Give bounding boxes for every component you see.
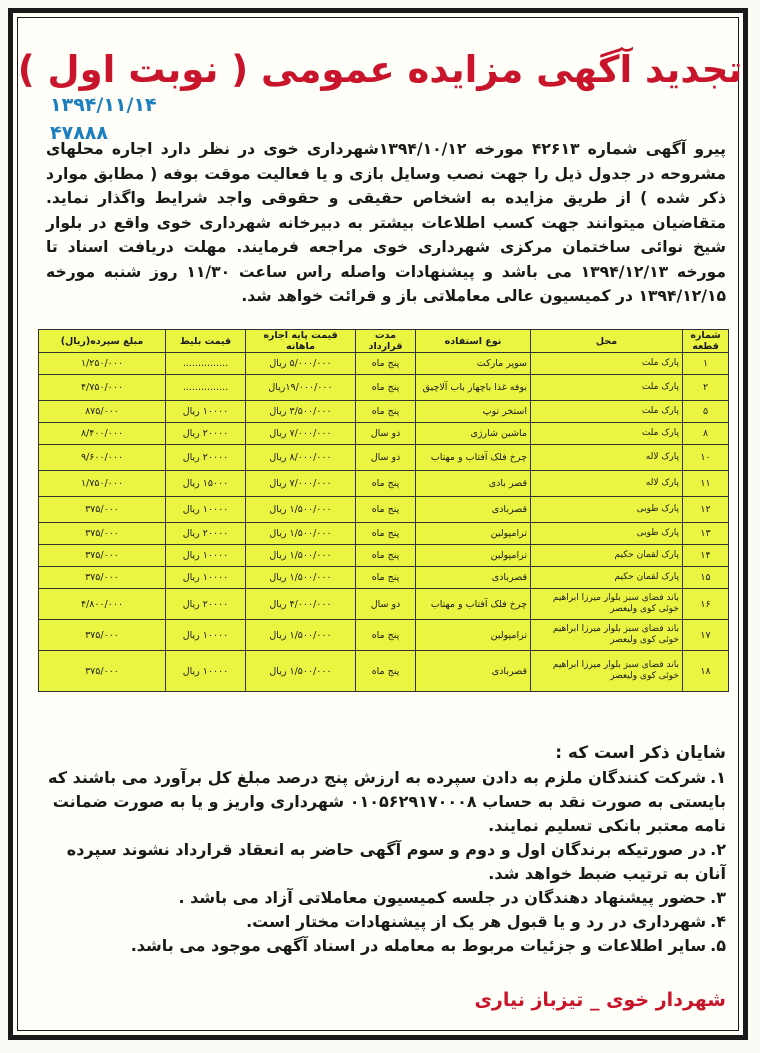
- cell-ticket-price: ۲۰۰۰۰ ریال: [166, 423, 246, 445]
- cell-ticket-price: ۲۰۰۰۰ ریال: [166, 523, 246, 545]
- note-number: ۲.: [710, 840, 726, 859]
- intro-paragraph: پیرو آگهی شماره ۴۲۶۱۳ مورخه ۱۳۹۴/۱۰/۱۲شهرداری خوی در نظر دارد اجاره محلهای مشروحه در جدول ذیل را جهت نصب وسایل بازی و یا فعالیت موقت بوفه ( مطابق موارد ذکر شده ) از طریق مزایده به اشخاص حقیقی و حقوقی واجد شرایط واگذار نماید. متقاضیان میتوانند جهت کسب اطلاعات بیشتر به دبیرخانه شهرداری خوی واقع در بلوار شیخ نوائی ساختمان مرکزی شهرداری خوی مراجعه فرمایند. مهلت دریافت اسناد تا مورخه ۱۳۹۴/۱۲/۱۳ می باشد و پیشنهادات واصله راس ساعت ۱۱/۳۰ روز شنبه مورخه ۱۳۹۴/۱۲/۱۵ در کمیسیون عالی معاملاتی باز و قرائت خواهد شد.: [46, 140, 727, 305]
- cell-deposit: ۳۷۵/۰۰۰: [39, 497, 166, 523]
- cell-duration: پنج ماه: [356, 353, 416, 375]
- cell-duration: پنج ماه: [356, 401, 416, 423]
- cell-deposit: ۴/۸۰۰/۰۰۰: [39, 589, 166, 620]
- cell-ticket-price: ...............: [166, 375, 246, 401]
- cell-plot-number: ۱۲: [683, 497, 729, 523]
- cell-ticket-price: ۱۰۰۰۰ ریال: [166, 401, 246, 423]
- cell-location: پارک طوبی: [531, 497, 683, 523]
- table-row: [39, 589, 729, 620]
- cell-base-rent: ۱/۵۰۰/۰۰۰ ریال: [246, 651, 356, 692]
- cell-deposit: ۹/۶۰۰/۰۰۰: [39, 445, 166, 471]
- note-item: [46, 910, 726, 934]
- cell-base-rent: ۸/۰۰۰/۰۰۰ ریال: [246, 445, 356, 471]
- table-row: [39, 375, 729, 401]
- cell-duration: دو سال: [356, 423, 416, 445]
- col-header-ticket-price: قیمت بلیط: [166, 330, 246, 353]
- cell-plot-number: ۸: [683, 423, 729, 445]
- cell-plot-number: ۱۶: [683, 589, 729, 620]
- cell-location: پارک ملت: [531, 375, 683, 401]
- cell-ticket-price: ۲۰۰۰۰ ریال: [166, 445, 246, 471]
- cell-location: باند فضای سبز بلوار میرزا ابراهیم خوئی کوی ولیعصر: [531, 620, 683, 651]
- col-header-location: محل: [531, 330, 683, 353]
- table-row: [39, 523, 729, 545]
- note-number: ۵.: [710, 936, 726, 955]
- cell-ticket-price: ۱۵۰۰۰ ریال: [166, 471, 246, 497]
- signature: شهردار خوی _ تیزباز نیاری: [474, 989, 726, 1011]
- cell-ticket-price: ۲۰۰۰۰ ریال: [166, 589, 246, 620]
- cell-deposit: ۳۷۵/۰۰۰: [39, 620, 166, 651]
- cell-base-rent: ۱/۵۰۰/۰۰۰ ریال: [246, 523, 356, 545]
- cell-location: پارک ملت: [531, 353, 683, 375]
- col-header-usage: نوع استفاده: [416, 330, 531, 353]
- cell-deposit: ۳۷۵/۰۰۰: [39, 567, 166, 589]
- cell-duration: پنج ماه: [356, 375, 416, 401]
- cell-location: پارک لقمان حکیم: [531, 545, 683, 567]
- note-item: [46, 934, 726, 958]
- stamp-number: ۴۷۸۸۸: [50, 122, 108, 144]
- cell-ticket-price: ۱۰۰۰۰ ریال: [166, 497, 246, 523]
- col-header-duration: مدت قرارداد: [356, 330, 416, 353]
- table-row: [39, 567, 729, 589]
- cell-base-rent: ۵/۰۰۰/۰۰۰ ریال: [246, 353, 356, 375]
- cell-usage: قصر بادی: [416, 471, 531, 497]
- cell-location: پارک طوبی: [531, 523, 683, 545]
- cell-location: پارک لقمان حکیم: [531, 567, 683, 589]
- cell-duration: پنج ماه: [356, 620, 416, 651]
- cell-plot-number: ۱۴: [683, 545, 729, 567]
- cell-usage: ماشین شارژی: [416, 423, 531, 445]
- cell-usage: قصربادی: [416, 567, 531, 589]
- cell-duration: پنج ماه: [356, 471, 416, 497]
- cell-base-rent: ۷/۰۰۰/۰۰۰ ریال: [246, 423, 356, 445]
- notes-list: [46, 766, 726, 958]
- cell-duration: دو سال: [356, 445, 416, 471]
- note-item: [46, 766, 726, 838]
- cell-ticket-price: ...............: [166, 353, 246, 375]
- cell-deposit: ۱/۲۵۰/۰۰۰: [39, 353, 166, 375]
- cell-deposit: ۸۷۵/۰۰۰: [39, 401, 166, 423]
- table-row: [39, 620, 729, 651]
- cell-deposit: ۸/۴۰۰/۰۰۰: [39, 423, 166, 445]
- cell-location: باند فضای سبز بلوار میرزا ابراهیم خوئی کوی ولیعصر: [531, 589, 683, 620]
- cell-ticket-price: ۱۰۰۰۰ ریال: [166, 567, 246, 589]
- cell-location: باند فضای سبز بلوار میرزا ابراهیم خوئی کوی ولیعصر: [531, 651, 683, 692]
- table-row: [39, 545, 729, 567]
- col-header-deposit: مبلغ سپرده(ریال): [39, 330, 166, 353]
- cell-duration: پنج ماه: [356, 651, 416, 692]
- cell-location: پارک ملت: [531, 423, 683, 445]
- cell-plot-number: ۵: [683, 401, 729, 423]
- cell-location: پارک لاله: [531, 471, 683, 497]
- cell-base-rent: ۱/۵۰۰/۰۰۰ ریال: [246, 620, 356, 651]
- cell-usage: چرخ فلک آفتاب و مهتاب: [416, 589, 531, 620]
- cell-plot-number: ۲: [683, 375, 729, 401]
- cell-deposit: ۳۷۵/۰۰۰: [39, 523, 166, 545]
- note-number: ۳.: [710, 888, 726, 907]
- cell-ticket-price: ۱۰۰۰۰ ریال: [166, 620, 246, 651]
- table-row: [39, 651, 729, 692]
- cell-base-rent: ۱/۵۰۰/۰۰۰ ریال: [246, 567, 356, 589]
- cell-location: پارک لاله: [531, 445, 683, 471]
- cell-plot-number: ۱: [683, 353, 729, 375]
- notice-title: تجدید آگهی مزایده عمومی ( نوبت اول ): [17, 48, 743, 91]
- cell-ticket-price: ۱۰۰۰۰ ریال: [166, 651, 246, 692]
- table-row: [39, 353, 729, 375]
- note-text: در صورتیکه برندگان اول و دوم و سوم آگهی حاضر به انعقاد قرارداد نشوند سپرده آنان به ترتیب ضبط خواهد شد.: [66, 840, 726, 883]
- cell-usage: سوپر مارکت: [416, 353, 531, 375]
- cell-duration: پنج ماه: [356, 523, 416, 545]
- cell-deposit: ۳۷۵/۰۰۰: [39, 545, 166, 567]
- cell-location: پارک ملت: [531, 401, 683, 423]
- cell-base-rent: ۱/۵۰۰/۰۰۰ ریال: [246, 497, 356, 523]
- col-header-base-rent: قیمت پایه اجاره ماهانه: [246, 330, 356, 353]
- cell-usage: چرخ فلک آفتاب و مهتاب: [416, 445, 531, 471]
- table-row: [39, 471, 729, 497]
- cell-usage: ترامپولین: [416, 620, 531, 651]
- note-number: ۴.: [710, 912, 726, 931]
- note-number: ۱.: [710, 768, 726, 787]
- cell-base-rent: ۱۹/۰۰۰/۰۰۰ریال: [246, 375, 356, 401]
- cell-plot-number: ۱۵: [683, 567, 729, 589]
- cell-usage: استخر توپ: [416, 401, 531, 423]
- cell-plot-number: ۱۷: [683, 620, 729, 651]
- cell-usage: قصربادی: [416, 651, 531, 692]
- table-row: [39, 445, 729, 471]
- cell-duration: دو سال: [356, 589, 416, 620]
- note-text: شهرداری در رد و یا قبول هر یک از پیشنهادات مختار است.: [246, 912, 707, 931]
- cell-plot-number: ۱۳: [683, 523, 729, 545]
- cell-base-rent: ۳/۵۰۰/۰۰۰ ریال: [246, 401, 356, 423]
- notes-heading: شایان ذکر است که :: [555, 743, 726, 763]
- cell-plot-number: ۱۸: [683, 651, 729, 692]
- auction-table: [38, 329, 729, 692]
- note-text: سایر اطلاعات و جزئیات مربوط به معامله در اسناد آگهی موجود می باشد.: [130, 936, 707, 955]
- table-row: [39, 423, 729, 445]
- cell-base-rent: ۷/۰۰۰/۰۰۰ ریال: [246, 471, 356, 497]
- cell-plot-number: ۱۱: [683, 471, 729, 497]
- table-header-row: [39, 330, 729, 353]
- note-text: شرکت کنندگان ملزم به دادن سپرده به ارزش پنج درصد مبلغ کل برآورد می باشند که بایستی به صورت نقد به حساب ۰۱۰۵۶۲۹۱۷۰۰۰۸ شهرداری واریز و یا به صورت ضمانت نامه معتبر بانکی تسلیم نمایند.: [48, 768, 726, 835]
- note-text: حضور پیشنهاد دهندگان در جلسه کمیسیون معاملاتی آزاد می باشد .: [178, 888, 707, 907]
- cell-deposit: ۳۷۵/۰۰۰: [39, 651, 166, 692]
- cell-usage: ترامپولین: [416, 523, 531, 545]
- cell-deposit: ۴/۷۵۰/۰۰۰: [39, 375, 166, 401]
- table-row: [39, 401, 729, 423]
- cell-usage: ترامپولین: [416, 545, 531, 567]
- note-item: [46, 886, 726, 910]
- cell-base-rent: ۴/۰۰۰/۰۰۰ ریال: [246, 589, 356, 620]
- cell-deposit: ۱/۷۵۰/۰۰۰: [39, 471, 166, 497]
- cell-usage: بوفه غذا باچهار باب آلاچیق: [416, 375, 531, 401]
- cell-duration: پنج ماه: [356, 567, 416, 589]
- cell-duration: پنج ماه: [356, 545, 416, 567]
- col-header-plot-number: شماره قطعه: [683, 330, 729, 353]
- cell-duration: پنج ماه: [356, 497, 416, 523]
- table-row: [39, 497, 729, 523]
- cell-plot-number: ۱۰: [683, 445, 729, 471]
- note-item: [46, 838, 726, 886]
- cell-base-rent: ۱/۵۰۰/۰۰۰ ریال: [246, 545, 356, 567]
- cell-ticket-price: ۱۰۰۰۰ ریال: [166, 545, 246, 567]
- cell-usage: قصربادی: [416, 497, 531, 523]
- stamp-date: ۱۳۹۴/۱۱/۱۴: [50, 94, 157, 116]
